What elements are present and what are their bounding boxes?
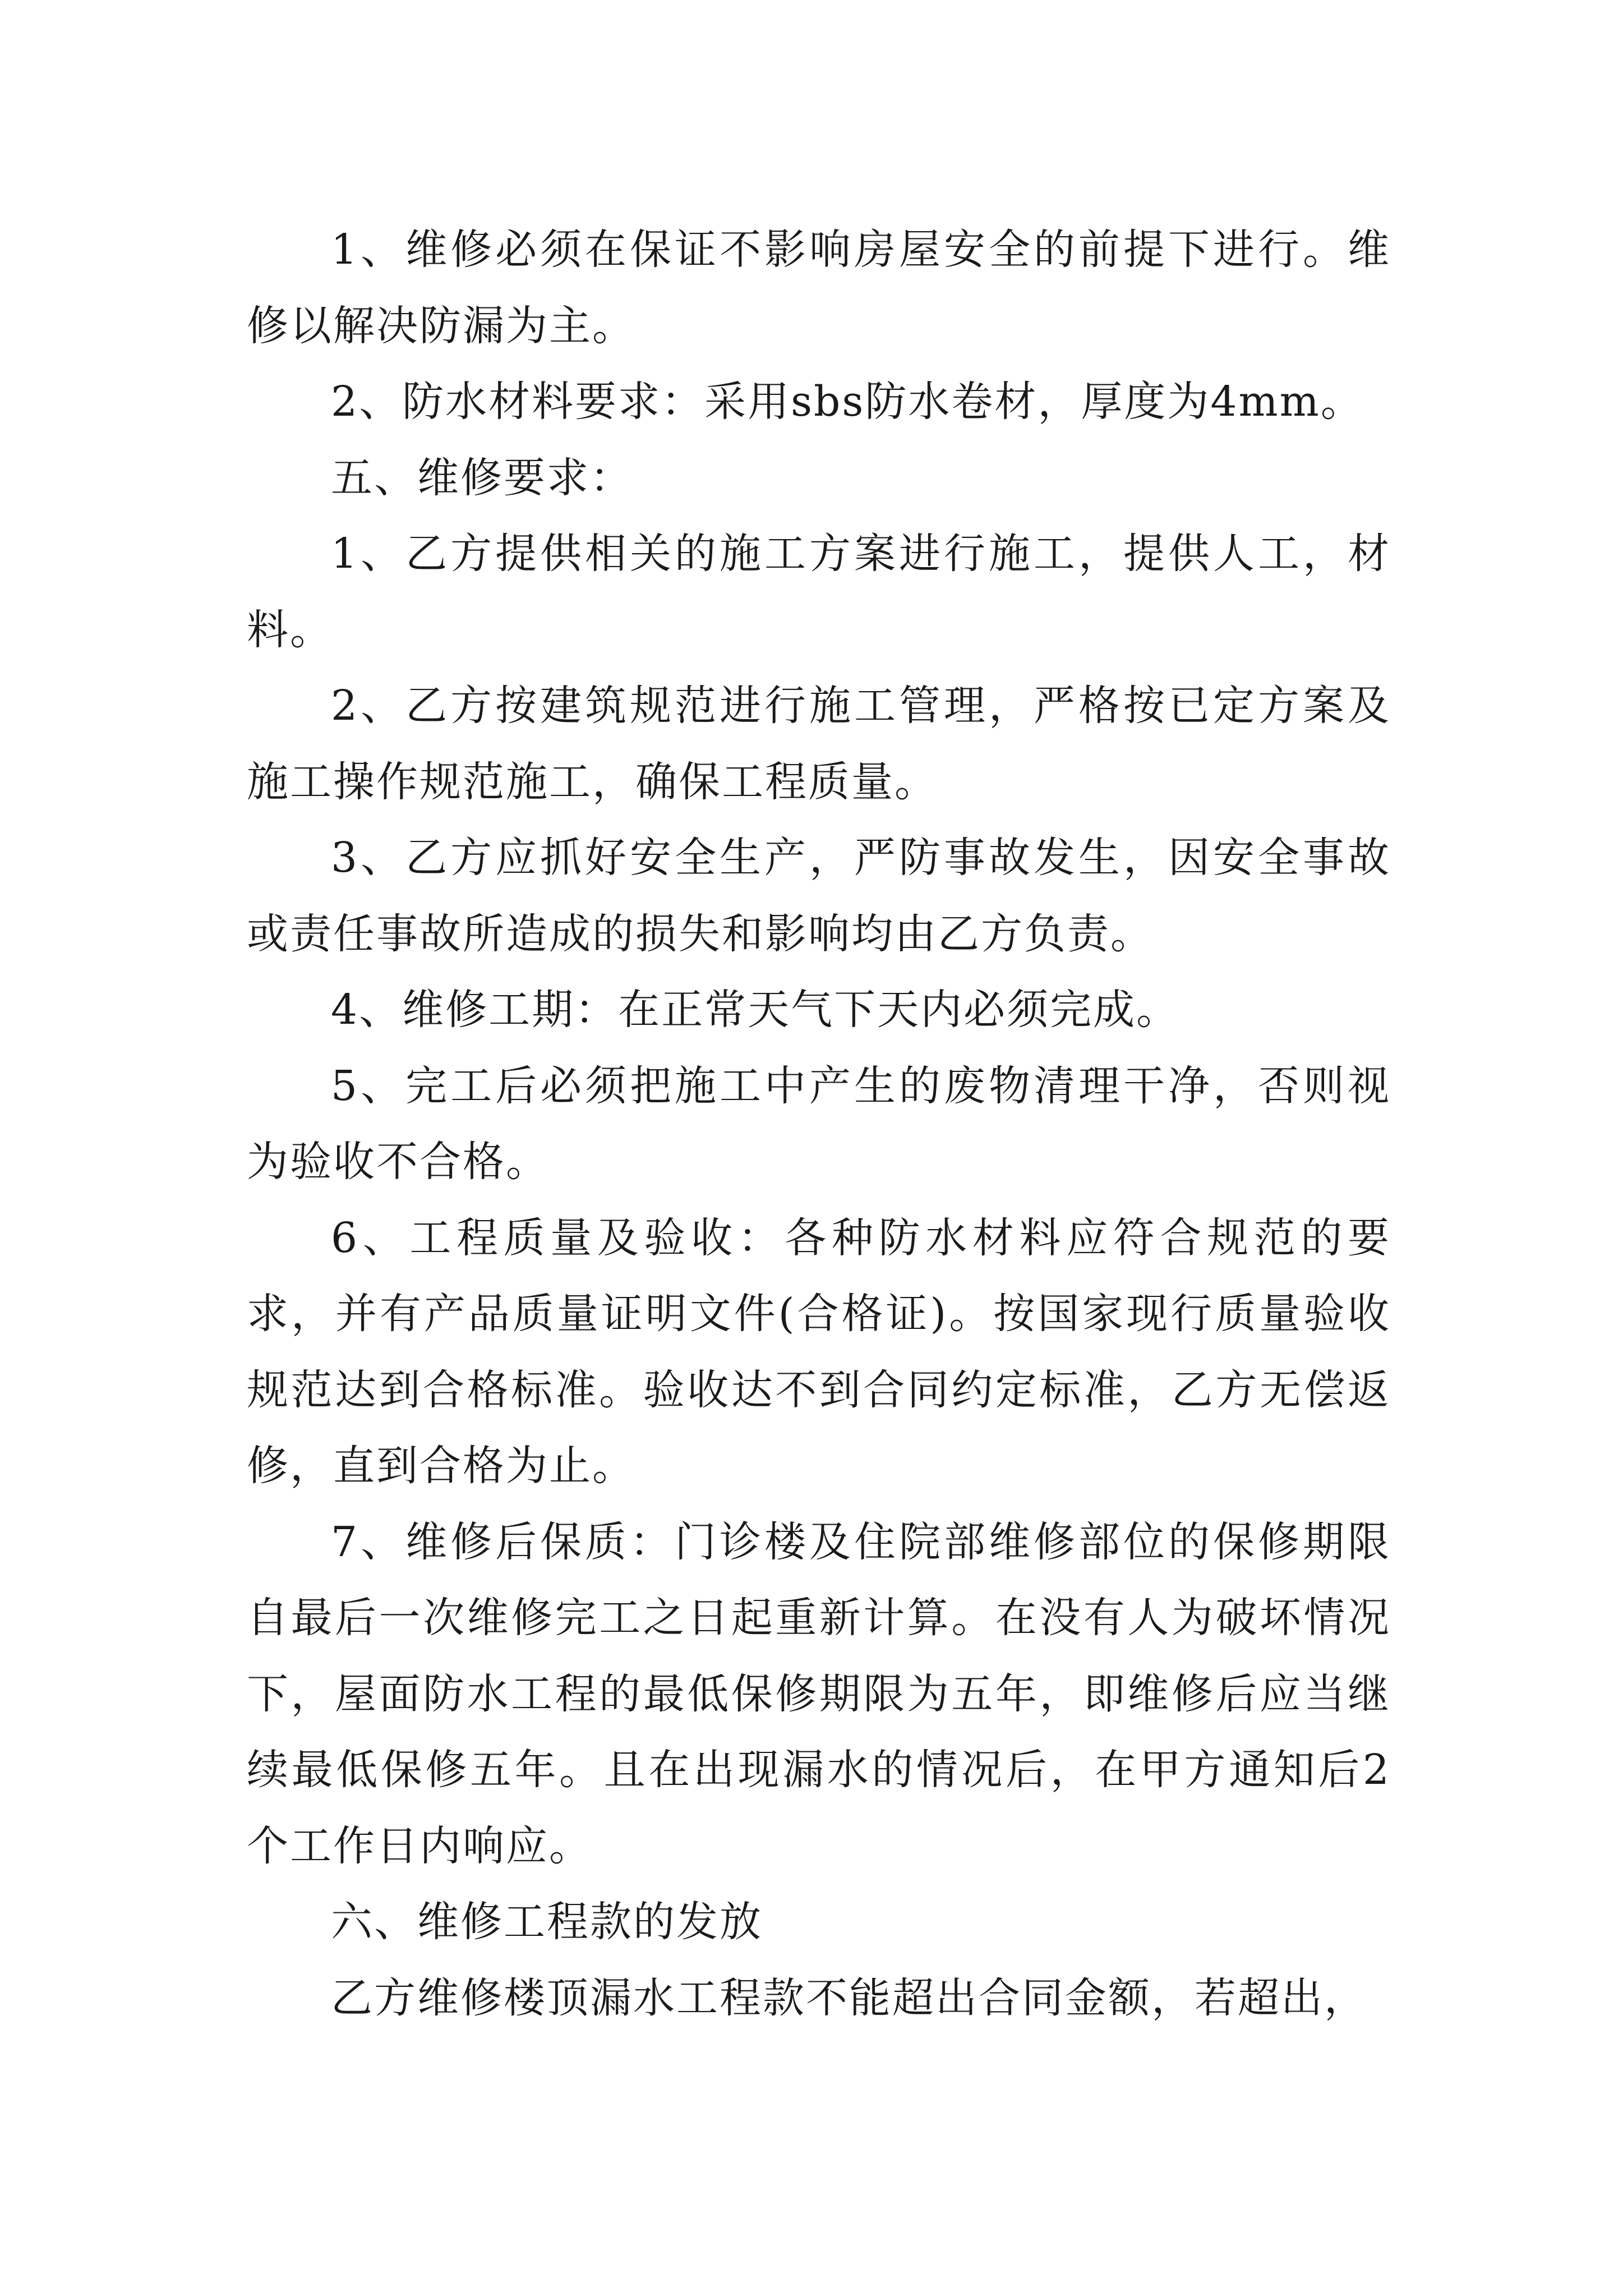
document-body	[247, 212, 1391, 2036]
section-heading: 五、维修要求：	[331, 453, 633, 502]
paragraph: 2、防水材料要求：采用sbs防水卷材，厚度为4mm。	[331, 378, 1364, 426]
paragraph: 乙方维修楼顶漏水工程款不能超出合同金额，若超出，	[331, 1973, 1367, 2022]
section-heading: 六、维修工程款的发放	[331, 1898, 763, 1946]
paragraph: 3、乙方应抓好安全生产，严防事故发生，因安全事故或责任事故所造成的损失和影响均由乙方负责。	[247, 834, 1391, 958]
paragraph: 5、完工后必须把施工中产生的废物清理干净，否则视为验收不合格。	[247, 1061, 1391, 1186]
paragraph: 7、维修后保质：门诊楼及住院部维修部位的保修期限自最后一次维修完工之日起重新计算。在没有人为破坏情况下，屋面防水工程的最低保修期限为五年，即维修后应当继续最低保修五年。且在出现漏水的情况后，在甲方通知后2个工作日内响应。	[247, 1517, 1391, 1870]
paragraph: 6、工程质量及验收：各种防水材料应符合规范的要求，并有产品质量证明文件(合格证)。按国家现行质量验收规范达到合格标准。验收达不到合同约定标准，乙方无偿返修，直到合格为止。	[247, 1213, 1391, 1490]
paragraph: 1、乙方提供相关的施工方案进行施工，提供人工，材料。	[247, 530, 1391, 654]
paragraph: 1、维修必须在保证不影响房屋安全的前提下进行。维修以解决防漏为主。	[247, 226, 1391, 350]
paragraph: 2、乙方按建筑规范进行施工管理，严格按已定方案及施工操作规范施工，确保工程质量。	[247, 682, 1391, 806]
paragraph: 4、维修工期：在正常天气下天内必须完成。	[331, 986, 1180, 1034]
